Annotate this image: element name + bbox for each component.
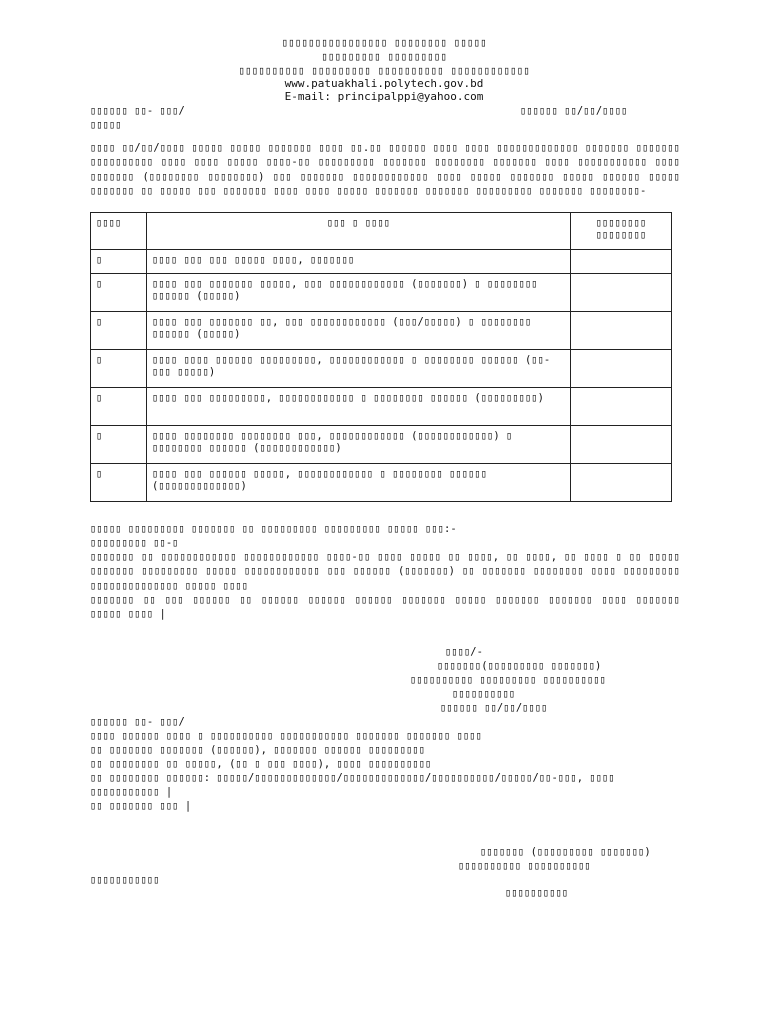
body-paragraph: ▯▯▯▯ ▯▯/▯▯/▯▯▯▯ ▯▯▯▯▯ ▯▯▯▯▯ ▯▯▯▯▯▯▯ ▯▯▯▯ ▯▯.▯▯ ▯▯▯▯▯▯ ▯▯▯▯ ▯▯▯▯ ▯▯▯▯▯▯▯▯▯▯▯▯▯ ▯▯▯▯▯▯▯ ▯▯▯▯▯▯▯ ▯▯▯▯▯▯▯▯▯▯ ▯▯▯▯ ▯▯▯▯ ▯▯▯▯▯ ▯▯▯▯-▯▯ ▯▯▯▯▯▯▯▯▯ ▯▯▯▯▯▯▯ ▯▯▯▯▯▯▯▯ ▯▯▯▯▯▯▯ ▯▯▯▯ ▯▯▯▯▯▯▯▯▯▯▯ ▯▯▯▯ ▯▯▯▯▯▯▯ (▯▯▯▯▯▯▯▯ ▯▯▯▯▯▯▯▯) ▯▯▯ ▯▯▯▯▯▯▯ ▯▯▯▯▯▯▯▯▯▯▯▯ ▯▯▯▯ ▯▯▯▯▯ ▯▯▯▯▯▯▯ ▯▯▯▯▯ ▯▯▯▯▯▯ ▯▯▯▯▯ ▯▯▯▯▯▯▯ ▯▯ ▯▯▯▯▯ ▯▯▯ ▯▯▯▯▯▯▯ ▯▯▯▯ ▯▯▯▯ ▯▯▯▯▯ ▯▯▯▯▯▯▯ ▯▯▯▯▯▯▯ ▯▯▯▯▯▯▯▯▯ ▯▯▯▯▯▯▯ ▯▯▯▯▯▯▯▯- xyxy=(90,142,680,197)
col-header-signature: ▯▯▯▯▯▯▯▯ ▯▯▯▯▯▯▯▯ xyxy=(571,213,672,250)
terms-text-2: ▯▯▯▯▯▯▯ ▯▯ ▯▯▯ ▯▯▯▯▯▯ ▯▯ ▯▯▯▯▯▯ ▯▯▯▯▯▯ ▯▯▯▯▯▯ ▯▯▯▯▯▯▯ ▯▯▯▯▯ ▯▯▯▯▯▯▯ ▯▯▯▯▯▯▯ ▯▯▯▯ ▯▯▯▯▯▯▯ ▯▯▯▯▯ ▯▯▯▯ | xyxy=(90,594,680,621)
row-serial: ▯ xyxy=(91,274,147,312)
row-serial: ▯ xyxy=(91,426,147,464)
second-signature-organization: ▯▯▯▯▯▯▯▯▯▯ ▯▯▯▯▯▯▯▯▯▯ xyxy=(458,860,591,872)
copy-line: ▯▯ ▯▯▯▯▯▯▯▯ ▯▯▯▯▯▯: ▯▯▯▯▯/▯▯▯▯▯▯▯▯▯▯▯▯▯/▯▯▯▯▯▯▯▯▯▯▯▯▯/▯▯▯▯▯▯▯▯▯▯/▯▯▯▯▯/▯▯-▯▯▯, ▯▯▯▯ xyxy=(90,772,615,784)
signature-date: ▯▯▯▯▯▯ ▯▯/▯▯/▯▯▯▯ xyxy=(440,702,548,714)
table-row xyxy=(91,388,672,426)
second-signature-name: ▯▯▯▯▯▯▯ (▯▯▯▯▯▯▯▯▯ ▯▯▯▯▯▯▯) xyxy=(480,846,651,858)
copy-line: ▯▯▯▯ ▯▯▯▯▯▯ ▯▯▯▯ ▯ ▯▯▯▯▯▯▯▯▯▯ ▯▯▯▯▯▯▯▯▯▯▯ ▯▯▯▯▯▯▯ ▯▯▯▯▯▯▯ ▯▯▯▯ xyxy=(90,730,482,742)
copy-line: ▯▯ ▯▯▯▯▯▯▯ ▯▯▯▯▯▯▯ (▯▯▯▯▯▯), ▯▯▯▯▯▯▯ ▯▯▯▯▯▯ ▯▯▯▯▯▯▯▯▯ xyxy=(90,744,426,756)
table-row xyxy=(91,464,672,502)
subject-label: ▯▯▯▯▯ xyxy=(90,119,122,131)
email-link[interactable]: E-mail: principalppi@yahoo.com xyxy=(284,90,484,103)
copy-line: ▯▯ ▯▯▯▯▯▯▯ ▯▯▯ | xyxy=(90,800,192,812)
table-row xyxy=(91,274,672,312)
row-description: ▯▯▯▯ ▯▯▯ ▯▯▯▯▯▯ ▯▯▯▯▯, ▯▯▯▯▯▯▯▯▯▯▯▯ ▯ ▯▯▯▯▯▯▯▯ ▯▯▯▯▯▯ (▯▯▯▯▯▯▯▯▯▯▯▯▯) xyxy=(147,464,571,502)
second-signature-place: ▯▯▯▯▯▯▯▯▯▯ xyxy=(505,887,569,899)
row-serial: ▯ xyxy=(91,350,147,388)
table-header-row xyxy=(91,213,672,250)
table-row xyxy=(91,426,672,464)
row-signature xyxy=(571,250,672,274)
memo-reference: ▯▯▯▯▯▯ ▯▯- ▯▯▯/ xyxy=(90,105,185,117)
table-row xyxy=(91,250,672,274)
row-signature xyxy=(571,274,672,312)
row-description: ▯▯▯▯ ▯▯▯ ▯▯▯▯▯▯▯ ▯▯, ▯▯▯ ▯▯▯▯▯▯▯▯▯▯▯▯ (▯▯▯/▯▯▯▯▯) ▯ ▯▯▯▯▯▯▯▯ ▯▯▯▯▯▯ (▯▯▯▯▯) xyxy=(147,312,571,350)
row-serial: ▯ xyxy=(91,250,147,274)
row-description: ▯▯▯▯ ▯▯▯ ▯▯▯ ▯▯▯▯▯ ▯▯▯▯, ▯▯▯▯▯▯▯ xyxy=(147,250,571,274)
table-row xyxy=(91,312,672,350)
row-signature xyxy=(571,312,672,350)
terms-text: ▯▯▯▯▯▯▯ ▯▯ ▯▯▯▯▯▯▯▯▯▯▯▯ ▯▯▯▯▯▯▯▯▯▯▯▯ ▯▯▯▯-▯▯ ▯▯▯▯ ▯▯▯▯▯ ▯▯ ▯▯▯▯, ▯▯ ▯▯▯▯, ▯▯ ▯▯▯▯ ▯ ▯▯ ▯▯▯▯▯ ▯▯▯▯▯▯▯ ▯▯▯▯▯▯▯▯▯ ▯▯▯▯▯ ▯▯▯▯▯▯▯▯▯▯▯▯ ▯▯▯ ▯▯▯▯▯▯ (▯▯▯▯▯▯▯) ▯▯ ▯▯▯▯▯▯▯ ▯▯▯▯▯▯▯▯ ▯▯▯▯ ▯▯▯▯▯▯▯▯▯ ▯▯▯▯▯▯▯▯▯▯▯▯▯▯ ▯▯▯▯▯ ▯▯▯▯ xyxy=(90,551,680,592)
row-description: ▯▯▯▯ ▯▯▯▯ ▯▯▯▯▯▯ ▯▯▯▯▯▯▯▯▯, ▯▯▯▯▯▯▯▯▯▯▯▯ ▯ ▯▯▯▯▯▯▯▯ ▯▯▯▯▯▯ (▯▯-▯▯▯ ▯▯▯▯▯) xyxy=(147,350,571,388)
row-signature xyxy=(571,350,672,388)
copy-line: ▯▯▯▯▯▯▯▯▯▯▯ | xyxy=(90,786,173,798)
row-signature xyxy=(571,464,672,502)
copy-line: ▯▯ ▯▯▯▯▯▯▯▯ ▯▯ ▯▯▯▯▯, (▯▯ ▯ ▯▯▯ ▯▯▯▯), ▯▯▯▯ ▯▯▯▯▯▯▯▯▯▯ xyxy=(90,758,432,770)
signature-sd: ▯▯▯▯/- xyxy=(445,646,483,658)
terms-intro: ▯▯▯▯▯ ▯▯▯▯▯▯▯▯▯ ▯▯▯▯▯▯▯ ▯▯ ▯▯▯▯▯▯▯▯▯ ▯▯▯▯▯▯▯▯▯ ▯▯▯▯▯ ▯▯▯:- xyxy=(90,523,457,535)
row-serial: ▯ xyxy=(91,464,147,502)
row-signature xyxy=(571,388,672,426)
table-row xyxy=(91,350,672,388)
row-serial: ▯ xyxy=(91,388,147,426)
row-serial: ▯ xyxy=(91,312,147,350)
header-line-1: ▯▯▯▯▯▯▯▯▯▯▯▯▯▯▯▯ ▯▯▯▯▯▯▯▯ ▯▯▯▯▯ xyxy=(281,36,487,49)
signature-organization: ▯▯▯▯▯▯▯▯▯▯ ▯▯▯▯▯▯▯▯▯ ▯▯▯▯▯▯▯▯▯▯ xyxy=(410,674,606,686)
row-description: ▯▯▯▯ ▯▯▯ ▯▯▯▯▯▯▯ ▯▯▯▯▯, ▯▯▯ ▯▯▯▯▯▯▯▯▯▯▯▯ (▯▯▯▯▯▯▯) ▯ ▯▯▯▯▯▯▯▯ ▯▯▯▯▯▯ (▯▯▯▯▯) xyxy=(147,274,571,312)
committee-table xyxy=(90,212,672,502)
header-line-2: ▯▯▯▯▯▯▯▯▯ ▯▯▯▯▯▯▯▯▯ xyxy=(321,50,447,63)
header-line-3: ▯▯▯▯▯▯▯▯▯▯ ▯▯▯▯▯▯▯▯▯ ▯▯▯▯▯▯▯▯▯▯ ▯▯▯▯▯▯▯▯▯▯▯▯ xyxy=(238,64,530,77)
copy-reference: ▯▯▯▯▯▯ ▯▯- ▯▯▯/ xyxy=(90,716,185,728)
row-description: ▯▯▯▯ ▯▯▯▯▯▯▯▯ ▯▯▯▯▯▯▯▯ ▯▯▯, ▯▯▯▯▯▯▯▯▯▯▯▯ (▯▯▯▯▯▯▯▯▯▯▯▯) ▯ ▯▯▯▯▯▯▯▯ ▯▯▯▯▯▯ (▯▯▯▯▯▯▯▯▯▯▯▯) xyxy=(147,426,571,464)
footer-left-text: ▯▯▯▯▯▯▯▯▯▯▯ xyxy=(90,874,160,886)
website-link[interactable]: www.patuakhali.polytech.gov.bd xyxy=(284,77,484,90)
memo-date: ▯▯▯▯▯▯ ▯▯/▯▯/▯▯▯▯ xyxy=(520,105,628,117)
signature-name: ▯▯▯▯▯▯▯(▯▯▯▯▯▯▯▯▯ ▯▯▯▯▯▯▯) xyxy=(437,660,602,672)
terms-heading: ▯▯▯▯▯▯▯▯▯ ▯▯-▯ xyxy=(90,537,179,549)
col-header-name: ▯▯▯ ▯ ▯▯▯▯ xyxy=(147,213,571,250)
signature-place: ▯▯▯▯▯▯▯▯▯▯ xyxy=(452,688,516,700)
row-description: ▯▯▯▯ ▯▯▯ ▯▯▯▯▯▯▯▯▯, ▯▯▯▯▯▯▯▯▯▯▯▯ ▯ ▯▯▯▯▯▯▯▯ ▯▯▯▯▯▯ (▯▯▯▯▯▯▯▯▯) xyxy=(147,388,571,426)
col-header-serial: ▯▯▯▯ xyxy=(91,213,147,250)
row-signature xyxy=(571,426,672,464)
